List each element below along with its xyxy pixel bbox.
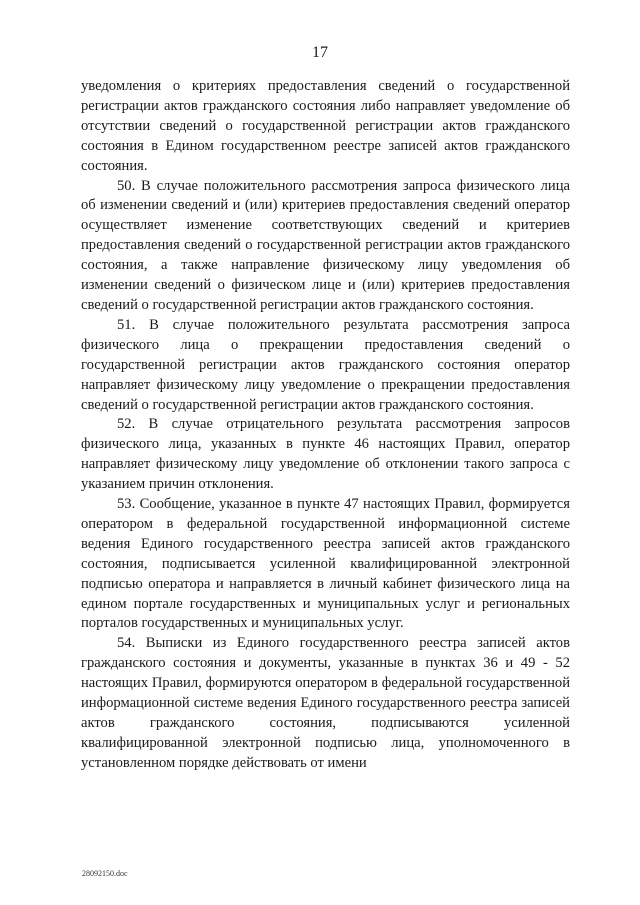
paragraph-50: 50. В случае положительного рассмотрения запроса физического лица об изменении сведений и (или) критериев предоставления сведений оператор осуществляет изменение соответствующих сведений и критериев предоставления сведений о государственной регистрации актов гражданского состояния, а также направление физическому лицу уведомления об изменении сведений о физическом лице и (или) критериев предоставления сведений о государственной регистрации актов гражданского состояния. [81, 177, 570, 313]
page-number: 17 [312, 44, 328, 61]
paragraph-54: 54. Выписки из Единого государственного реестра записей актов гражданского состояния и документы, указанные в пунктах 36 и 49 - 52 настоящих Правил, формируются оператором в федеральной государственной информационной системе ведения Единого государственного реестра записей актов гражданского состояния, подписываются усиленной квалифицированной электронной подписью лица, уполномоченного в установленном порядке действовать от имени [81, 635, 570, 771]
paragraph-continuation: уведомления о критериях предоставления сведений о государственной регистрации актов гражданского состояния либо направляет уведомление об отсутствии сведений о государственной регистрации актов гражданского состояния в Едином государственном реестре записей актов гражданского состояния. [81, 78, 570, 174]
paragraph-52: 52. В случае отрицательного результата рассмотрения запросов физического лица, указанных в пункте 46 настоящих Правил, оператор направляет физическому лицу уведомление об отклонении такого запроса с указанием причин отклонения. [81, 416, 570, 493]
document-body [81, 77, 570, 774]
paragraph-51: 51. В случае положительного результата рассмотрения запроса физического лица о прекращении предоставления сведений о государственной регистрации актов гражданского состояния оператор направляет физическому лицу уведомление о прекращении предоставления сведений о государственной регистрации актов гражданского состояния. [81, 316, 570, 413]
document-file-tag: 28092150.doc [82, 869, 128, 878]
paragraph-53: 53. Сообщение, указанное в пункте 47 настоящих Правил, формируется оператором в федеральной государственной информационной системе ведения Единого государственного реестра записей актов гражданского состояния, подписывается усиленной квалифицированной электронной подписью оператора и направляется в личный кабинет физического лица на едином портале государственных и муниципальных услуг и региональных порталов государственных и муниципальных услуг. [81, 496, 570, 632]
